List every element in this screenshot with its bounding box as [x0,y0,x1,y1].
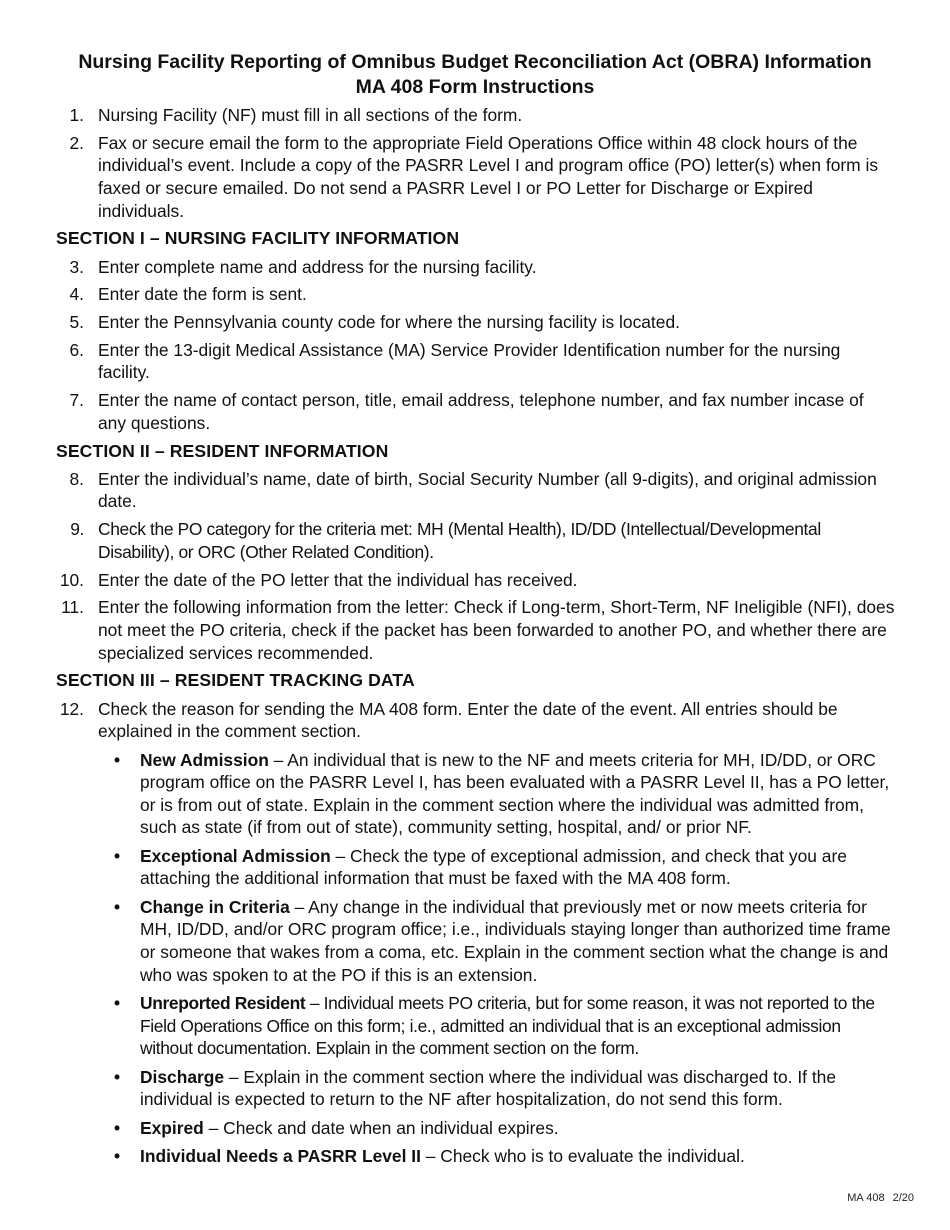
instructions-content [56,104,896,1173]
footer-revision-date: 2/20 [892,1192,914,1204]
bullet-icon: • [114,1145,121,1166]
item-number: 6. [69,339,84,360]
bullet-pasrr-level-ii [98,1145,896,1168]
item-number: 1. [69,105,84,125]
page-title [0,50,950,100]
item-number: 12. [59,698,84,719]
bullet-term: Expired [140,1117,204,1138]
bullet-text: – Check and date when an individual expires. [203,1117,559,1138]
form-footer [839,1192,914,1204]
bullet-text: – An individual that is new to the NF and meets criteria for MH, ID/DD, or ORC program office on the PASRR Level I, has been evaluated with a PASRR Level II, has a PO letter, or is from out of state. Explain in the comment section where the individual was admitted from, such as state (if from out of state), community setting, hospital, and/ or prior NF. [140,749,890,838]
bullet-term: Exceptional Admission [140,845,331,866]
instruction-item-4 [56,283,896,306]
instruction-item-5 [56,311,896,334]
bullet-term: Individual Needs a PASRR Level II [140,1145,421,1166]
section-2-heading: SECTION II – RESIDENT INFORMATION [56,440,389,461]
item-text: Enter the individual’s name, date of birth, Social Security Number (all 9-digits), and original admission date. [98,468,877,512]
title-line-1: Nursing Facility Reporting of Omnibus Budget Reconciliation Act (OBRA) Information [78,51,872,73]
section-3-heading: SECTION III – RESIDENT TRACKING DATA [56,670,415,691]
bullet-expired [98,1117,896,1140]
bullet-text: – Any change in the individual that previously met or now meets criteria for MH, ID/DD, and/or ORC program office; i.e., individuals staying longer than authorized time frame or someone that wakes from a coma, etc. Explain in the comment section what the change is and who was spoken to at the PO if this is an extension. [140,896,891,985]
item-text: Enter the name of contact person, title, email address, telephone number, and fax number incase of any questions. [98,390,864,433]
instruction-item-3 [56,256,896,279]
item-number: 4. [69,284,84,305]
item-text: Enter the date of the PO letter that the individual has received. [98,569,578,590]
section-1-heading: SECTION I – NURSING FACILITY INFORMATION [56,228,460,249]
bullet-term: Change in Criteria [140,896,290,917]
item-text: Enter date the form is sent. [98,284,307,305]
bullet-text: – Check who is to evaluate the individual. [420,1145,745,1166]
bullet-icon: • [114,1066,121,1087]
instruction-item-7 [56,389,896,434]
item-text: Fax or secure email the form to the appropriate Field Operations Office within 48 clock hours of the individual’s event. Include a copy of the PASRR Level I and program office (PO) letter(s) when form is faxed or secure emailed. Do not send a PASRR Level I or PO Letter for Discharge or Expired individuals. [98,132,879,221]
instruction-item-12 [56,698,896,1168]
item-number: 11. [61,597,84,618]
item-text: Enter the following information from the letter: Check if Long-term, Short-Term, NF Ineligible (NFI), does not meet the PO criteria, check if the packet has been forwarded to another PO, and whether there are specialized services recommended. [98,597,895,663]
bullet-exceptional-admission [98,845,896,890]
bullet-text: – Individual meets PO criteria, but for some reason, it was not reported to the Field Operations Office on this form; i.e., admitted an individual that is an exceptional admission without documentation. Explain in the comment section on the form. [140,993,875,1059]
bullet-icon: • [114,749,121,770]
instruction-item-1 [56,104,896,127]
instruction-item-8 [56,468,896,513]
instruction-item-2 [56,132,896,222]
item-text: Enter complete name and address for the nursing facility. [98,256,537,277]
bullet-icon: • [114,896,121,917]
footer-form-number: MA 408 [847,1192,885,1204]
item-text: Enter the 13-digit Medical Assistance (MA) Service Provider Identification number for the nursing facility. [98,339,841,383]
item-number: 8. [69,468,84,489]
bullet-icon: • [114,845,121,866]
bullet-term: New Admission [140,749,269,770]
reason-bullet-list [98,749,896,1168]
item-number: 7. [69,390,84,411]
instruction-item-6 [56,339,896,384]
bullet-icon: • [114,1117,121,1138]
item-number: 10. [59,569,84,590]
bullet-text: – Explain in the comment section where the individual was discharged to. If the individual is expected to return to the NF after hospitalization, do not send this form. [140,1066,837,1110]
bullet-change-in-criteria [98,896,896,986]
instruction-item-10 [56,569,896,592]
instruction-item-9 [56,518,896,563]
item-number: 5. [69,312,84,333]
bullet-discharge [98,1066,896,1111]
item-number: 9. [70,519,84,540]
bullet-new-admission [98,749,896,839]
item-text: Check the PO category for the criteria met: MH (Mental Health), ID/DD (Intellectual/Developmental Disability), or ORC (Other Related Condition). [98,519,821,562]
item-text: Check the reason for sending the MA 408 form. Enter the date of the event. All entries should be explained in the comment section. [98,698,838,742]
bullet-term: Unreported Resident [140,993,306,1014]
item-text: Nursing Facility (NF) must fill in all sections of the form. [98,105,523,125]
bullet-text: – Check the type of exceptional admission, and check that you are attaching the additional information that must be faxed with the MA 408 form. [140,845,847,889]
bullet-term: Discharge [140,1066,225,1087]
item-number: 2. [69,132,84,153]
item-text: Enter the Pennsylvania county code for where the nursing facility is located. [98,312,680,333]
bullet-unreported-resident [98,992,896,1060]
instruction-item-11 [56,596,896,664]
title-line-2: MA 408 Form Instructions [355,76,595,98]
bullet-icon: • [114,993,120,1014]
item-number: 3. [69,256,84,277]
